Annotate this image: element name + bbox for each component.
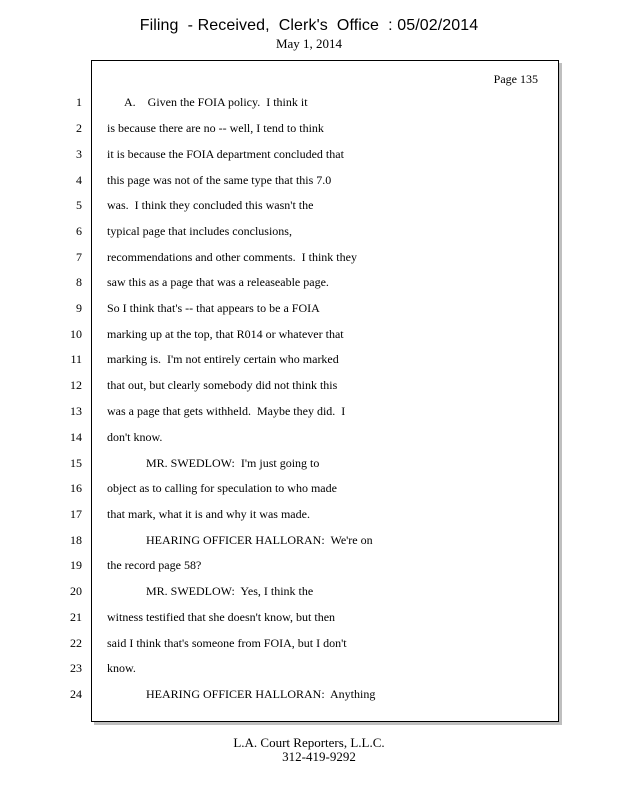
- transcript-line: said I think that's someone from FOIA, but I don't: [107, 636, 347, 650]
- transcript-line: don't know.: [107, 430, 163, 444]
- line-number: 13: [70, 404, 82, 418]
- transcript-line: is because there are no -- well, I tend to think: [107, 121, 324, 135]
- line-number: 10: [70, 327, 82, 341]
- transcript-line: this page was not of the same type that this 7.0: [107, 173, 332, 187]
- line-number: 20: [70, 584, 82, 598]
- line-number: 23: [70, 661, 82, 675]
- transcript-line: the record page 58?: [107, 558, 202, 572]
- line-number: 7: [76, 250, 82, 264]
- line-number: 22: [70, 636, 82, 650]
- reporter-company: L.A. Court Reporters, L.L.C.: [233, 735, 385, 750]
- line-number: 15: [70, 456, 82, 470]
- transcript-line: MR. SWEDLOW: Yes, I think the: [146, 584, 314, 598]
- transcript-line: witness testified that she doesn't know, but then: [107, 610, 336, 624]
- transcript-line: it is because the FOIA department concluded that: [107, 147, 344, 161]
- transcript-line: was a page that gets withheld. Maybe they did. I: [107, 404, 346, 418]
- transcript-line: object as to calling for speculation to who made: [107, 481, 337, 495]
- transcript-line: marking is. I'm not entirely certain who marked: [107, 352, 339, 366]
- line-number: 1: [76, 95, 82, 109]
- transcript-line: HEARING OFFICER HALLORAN: We're on: [146, 533, 373, 547]
- transcript-line: typical page that includes conclusions,: [107, 224, 292, 238]
- line-number: 9: [76, 301, 82, 315]
- page-number: Page 135: [493, 72, 538, 86]
- transcript-line: was. I think they concluded this wasn't the: [107, 198, 314, 212]
- line-number: 17: [70, 507, 82, 521]
- line-number: 21: [70, 610, 82, 624]
- line-number: 11: [70, 352, 82, 366]
- transcript-line: marking up at the top, that R014 or whatever that: [107, 327, 344, 341]
- line-number: 5: [76, 198, 82, 212]
- line-number: 4: [76, 173, 82, 187]
- line-number: 19: [70, 558, 82, 572]
- line-number: 3: [76, 147, 82, 161]
- transcript-line: A. Given the FOIA policy. I think it: [124, 95, 308, 109]
- transcript-date: May 1, 2014: [275, 36, 343, 51]
- line-number: 12: [70, 378, 82, 392]
- line-number: 16: [70, 481, 82, 495]
- transcript-line: that out, but clearly somebody did not think this: [107, 378, 338, 392]
- line-number: 24: [70, 687, 82, 701]
- transcript-line: that mark, what it is and why it was made.: [107, 507, 310, 521]
- transcript-line: know.: [107, 661, 136, 675]
- transcript-line: So I think that's -- that appears to be a FOIA: [107, 301, 320, 315]
- line-number: 14: [70, 430, 82, 444]
- reporter-phone: 312-419-9292: [282, 749, 356, 764]
- transcript-line: saw this as a page that was a releaseable page.: [107, 275, 329, 289]
- line-number: 8: [76, 275, 82, 289]
- transcript-line: MR. SWEDLOW: I'm just going to: [146, 456, 320, 470]
- filing-stamp: Filing - Received, Clerk's Office : 05/02/2014: [139, 17, 479, 34]
- transcript-line: HEARING OFFICER HALLORAN: Anything: [146, 687, 376, 701]
- line-number: 6: [76, 224, 82, 238]
- line-number: 2: [76, 121, 82, 135]
- transcript-line: recommendations and other comments. I think they: [107, 250, 357, 264]
- line-number: 18: [70, 533, 82, 547]
